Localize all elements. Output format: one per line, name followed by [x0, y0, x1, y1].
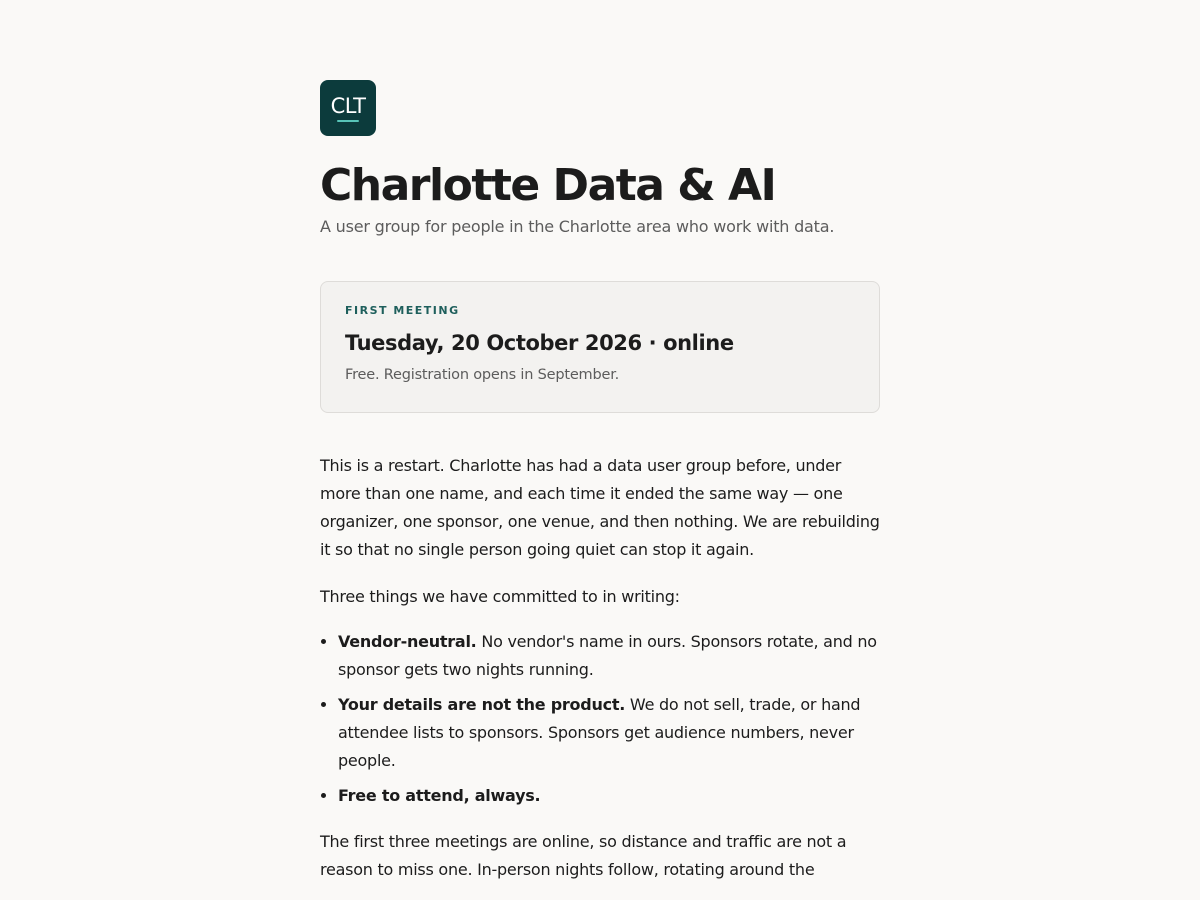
commitment-title: Vendor-neutral. — [338, 632, 477, 651]
commitment-title: Free to attend, always. — [338, 786, 541, 805]
logo-underline — [337, 120, 359, 122]
clt-logo — [320, 80, 376, 136]
intro-paragraph: This is a restart. Charlotte has had a data user group before, under more than one name, and each time it ended the same way — one organizer, one sponsor, one venue, and then nothing. We are rebuilding it so that no single person going quiet can stop it again. — [320, 456, 880, 559]
meeting-note: Free. Registration opens in September. — [345, 367, 620, 383]
main-content — [320, 80, 880, 884]
meeting-date: Tuesday, 20 October 2026 · online — [345, 331, 734, 355]
commitment-item — [338, 628, 880, 684]
commitments-list — [320, 628, 880, 810]
commitments-lead: Three things we have committed to in writing: — [320, 587, 680, 606]
commitment-text: We do not sell, trade, or hand attendee lists to sponsors. Sponsors get audience numbers, never people. — [338, 695, 861, 770]
commitment-item — [338, 782, 880, 810]
first-meeting-card — [320, 281, 880, 413]
commitment-text: No vendor's name in ours. Sponsors rotate, and no sponsor gets two nights running. — [338, 632, 877, 679]
online-meetings-paragraph: The first three meetings are online, so distance and traffic are not a reason to miss one. In-person nights follow, rotating around the — [320, 832, 847, 879]
logo-text: CLT — [330, 94, 366, 118]
commitment-title: Your details are not the product. — [338, 695, 626, 714]
commitment-item — [338, 691, 880, 775]
meeting-eyebrow: FIRST MEETING — [345, 304, 460, 317]
tagline: A user group for people in the Charlotte area who work with data. — [320, 217, 835, 236]
page-title: Charlotte Data & AI — [320, 160, 776, 211]
